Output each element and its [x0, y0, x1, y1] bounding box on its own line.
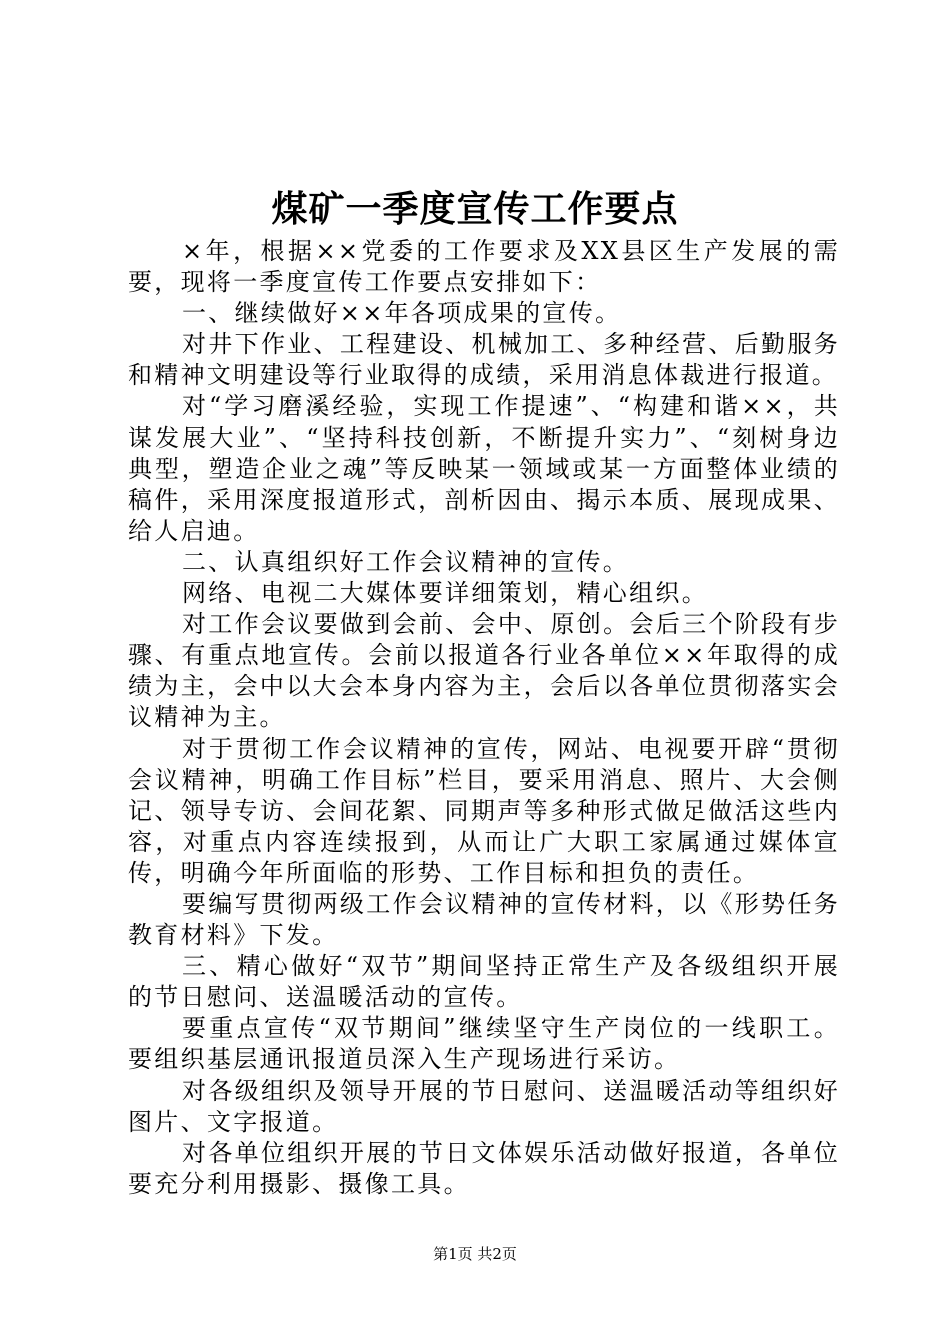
- document-body: [128, 236, 840, 1200]
- section-heading-1: 一、继续做好××年各项成果的宣传。: [182, 299, 622, 328]
- paragraph: 对各级组织及领导开展的节日慰问、送温暖活动等组织好图片、文字报道。: [128, 1076, 840, 1136]
- section-heading-2: 二、认真组织好工作会议精神的宣传。: [182, 547, 630, 576]
- paragraph: 对各单位组织开展的节日文体娱乐活动做好报道，各单位要充分利用摄影、摄像工具。: [128, 1138, 840, 1198]
- page-number-footer: 第1页 共2页: [433, 1245, 517, 1263]
- paragraph: 对“学习磨溪经验，实现工作提速”、“构建和谐××，共谋发展大业”、“坚持科技创新，不断提升实力”、“刻树身边典型，塑造企业之魂”等反映某一领域或某一方面整体业绩的稿件，采用深度报道形式，剖析因由、揭示本质、展现成果、给人启迪。: [128, 392, 840, 545]
- document-title: 煤矿一季度宣传工作要点: [271, 188, 679, 230]
- paragraph-intro: ×年，根据××党委的工作要求及XX县区生产发展的需要，现将一季度宣传工作要点安排如下：: [128, 237, 840, 297]
- paragraph: 对于贯彻工作会议精神的宣传，网站、电视要开辟“贯彻会议精神，明确工作目标”栏目，要采用消息、照片、大会侧记、领导专访、会间花絮、同期声等多种形式做足做活这些内容，对重点内容连续报到，从而让广大职工家属通过媒体宣传，明确今年所面临的形势、工作目标和担负的责任。: [128, 734, 840, 887]
- paragraph: 要编写贯彻两级工作会议精神的宣传材料，以《形势任务教育材料》下发。: [128, 889, 840, 950]
- paragraph: 要重点宣传“双节期间”继续坚守生产岗位的一线职工。要组织基层通讯报道员深入生产现场进行采访。: [128, 1014, 840, 1074]
- paragraph: 对工作会议要做到会前、会中、原创。会后三个阶段有步骤、有重点地宣传。会前以报道各行业各单位××年取得的成绩为主，会中以大会本身内容为主，会后以各单位贯彻落实会议精神为主。: [128, 610, 840, 732]
- section-heading-3: 三、精心做好“双节”期间坚持正常生产及各级组织开展的节日慰问、送温暖活动的宣传。: [128, 952, 840, 1012]
- paragraph: 对井下作业、工程建设、机械加工、多种经营、后勤服务和精神文明建设等行业取得的成绩，采用消息体裁进行报道。: [128, 330, 840, 390]
- paragraph: 网络、电视二大媒体要详细策划，精心组织。: [182, 579, 708, 608]
